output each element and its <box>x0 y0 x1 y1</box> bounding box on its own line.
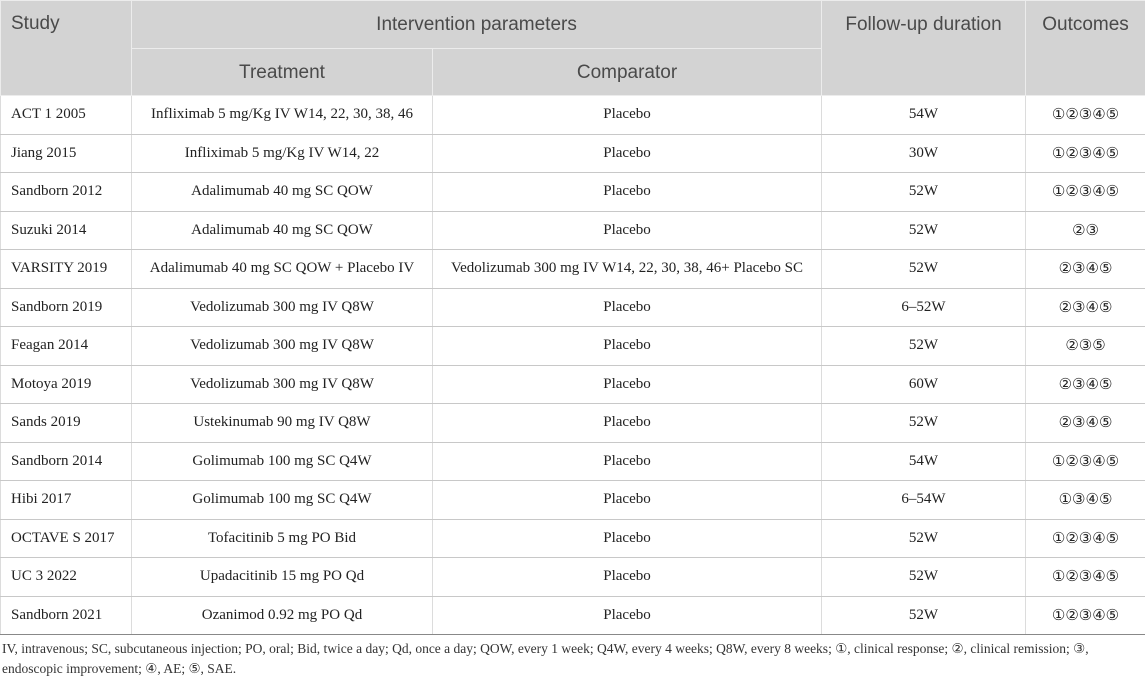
cell-treatment: Ustekinumab 90 mg IV Q8W <box>132 404 433 443</box>
cell-study: Sandborn 2012 <box>1 173 132 212</box>
cell-outcomes: ②③⑤ <box>1026 327 1145 366</box>
cell-outcomes: ①②③④⑤ <box>1026 558 1145 597</box>
cell-follow-up-duration: 52W <box>822 404 1026 443</box>
table-row <box>1 365 1145 404</box>
cell-study: Jiang 2015 <box>1 134 132 173</box>
cell-study: OCTAVE S 2017 <box>1 519 132 558</box>
cell-study: Suzuki 2014 <box>1 211 132 250</box>
table-row <box>1 481 1145 520</box>
cell-treatment: Golimumab 100 mg SC Q4W <box>132 442 433 481</box>
cell-study: Sandborn 2014 <box>1 442 132 481</box>
cell-treatment: Tofacitinib 5 mg PO Bid <box>132 519 433 558</box>
cell-follow-up-duration: 54W <box>822 442 1026 481</box>
cell-follow-up-duration: 52W <box>822 211 1026 250</box>
cell-comparator: Placebo <box>433 211 822 250</box>
cell-follow-up-duration: 52W <box>822 519 1026 558</box>
table-row <box>1 134 1145 173</box>
table-row <box>1 519 1145 558</box>
cell-comparator: Placebo <box>433 519 822 558</box>
cell-study: ACT 1 2005 <box>1 96 132 135</box>
header-outcomes: Outcomes <box>1026 1 1145 96</box>
cell-follow-up-duration: 52W <box>822 250 1026 289</box>
cell-follow-up-duration: 30W <box>822 134 1026 173</box>
table-row <box>1 96 1145 135</box>
cell-study: Sands 2019 <box>1 404 132 443</box>
table-body <box>1 96 1145 635</box>
table-header <box>1 1 1145 96</box>
cell-outcomes: ②③ <box>1026 211 1145 250</box>
cell-outcomes: ②③④⑤ <box>1026 404 1145 443</box>
cell-follow-up-duration: 52W <box>822 327 1026 366</box>
cell-follow-up-duration: 52W <box>822 596 1026 635</box>
table-footnote: IV, intravenous; SC, subcutaneous injection; PO, oral; Bid, twice a day; Qd, once a day; QOW, every 1 week; Q4W, every 4 weeks; Q8W, every 8 weeks; ①, clinical response; ②, clinical remission; ③, endoscopic improvement; ④, AE; ⑤, SAE. <box>2 641 1089 676</box>
cell-follow-up-duration: 6–52W <box>822 288 1026 327</box>
cell-treatment: Adalimumab 40 mg SC QOW + Placebo IV <box>132 250 433 289</box>
table-row <box>1 558 1145 597</box>
cell-outcomes: ①②③④⑤ <box>1026 134 1145 173</box>
header-comparator: Comparator <box>433 49 822 96</box>
cell-study: VARSITY 2019 <box>1 250 132 289</box>
cell-treatment: Upadacitinib 15 mg PO Qd <box>132 558 433 597</box>
cell-treatment: Golimumab 100 mg SC Q4W <box>132 481 433 520</box>
cell-comparator: Placebo <box>433 404 822 443</box>
cell-treatment: Vedolizumab 300 mg IV Q8W <box>132 288 433 327</box>
cell-comparator: Placebo <box>433 173 822 212</box>
cell-comparator: Placebo <box>433 134 822 173</box>
cell-comparator: Vedolizumab 300 mg IV W14, 22, 30, 38, 46+ Placebo SC <box>433 250 822 289</box>
cell-comparator: Placebo <box>433 365 822 404</box>
cell-follow-up-duration: 6–54W <box>822 481 1026 520</box>
header-intervention-parameters: Intervention parameters <box>132 1 822 49</box>
cell-study: UC 3 2022 <box>1 558 132 597</box>
cell-outcomes: ①②③④⑤ <box>1026 96 1145 135</box>
cell-follow-up-duration: 60W <box>822 365 1026 404</box>
cell-study: Motoya 2019 <box>1 365 132 404</box>
cell-treatment: Vedolizumab 300 mg IV Q8W <box>132 327 433 366</box>
header-study: Study <box>1 1 132 96</box>
cell-treatment: Infliximab 5 mg/Kg IV W14, 22 <box>132 134 433 173</box>
cell-comparator: Placebo <box>433 96 822 135</box>
cell-outcomes: ①②③④⑤ <box>1026 596 1145 635</box>
cell-comparator: Placebo <box>433 558 822 597</box>
cell-follow-up-duration: 52W <box>822 173 1026 212</box>
cell-outcomes: ②③④⑤ <box>1026 250 1145 289</box>
cell-treatment: Infliximab 5 mg/Kg IV W14, 22, 30, 38, 46 <box>132 96 433 135</box>
cell-outcomes: ②③④⑤ <box>1026 288 1145 327</box>
cell-treatment: Vedolizumab 300 mg IV Q8W <box>132 365 433 404</box>
header-follow-up-duration: Follow-up duration <box>822 1 1026 96</box>
cell-comparator: Placebo <box>433 327 822 366</box>
cell-comparator: Placebo <box>433 288 822 327</box>
cell-comparator: Placebo <box>433 442 822 481</box>
cell-comparator: Placebo <box>433 481 822 520</box>
cell-treatment: Adalimumab 40 mg SC QOW <box>132 173 433 212</box>
cell-study: Feagan 2014 <box>1 327 132 366</box>
table-row <box>1 211 1145 250</box>
table-row <box>1 596 1145 635</box>
table-row <box>1 288 1145 327</box>
cell-study: Hibi 2017 <box>1 481 132 520</box>
cell-follow-up-duration: 54W <box>822 96 1026 135</box>
cell-study: Sandborn 2021 <box>1 596 132 635</box>
table-row <box>1 442 1145 481</box>
header-treatment: Treatment <box>132 49 433 96</box>
cell-treatment: Adalimumab 40 mg SC QOW <box>132 211 433 250</box>
cell-outcomes: ①②③④⑤ <box>1026 442 1145 481</box>
cell-comparator: Placebo <box>433 596 822 635</box>
cell-study: Sandborn 2019 <box>1 288 132 327</box>
cell-outcomes: ①②③④⑤ <box>1026 173 1145 212</box>
cell-outcomes: ①③④⑤ <box>1026 481 1145 520</box>
cell-outcomes: ②③④⑤ <box>1026 365 1145 404</box>
cell-outcomes: ①②③④⑤ <box>1026 519 1145 558</box>
table-row <box>1 250 1145 289</box>
cell-treatment: Ozanimod 0.92 mg PO Qd <box>132 596 433 635</box>
table-row <box>1 404 1145 443</box>
table-row <box>1 173 1145 212</box>
table-row <box>1 327 1145 366</box>
cell-follow-up-duration: 52W <box>822 558 1026 597</box>
